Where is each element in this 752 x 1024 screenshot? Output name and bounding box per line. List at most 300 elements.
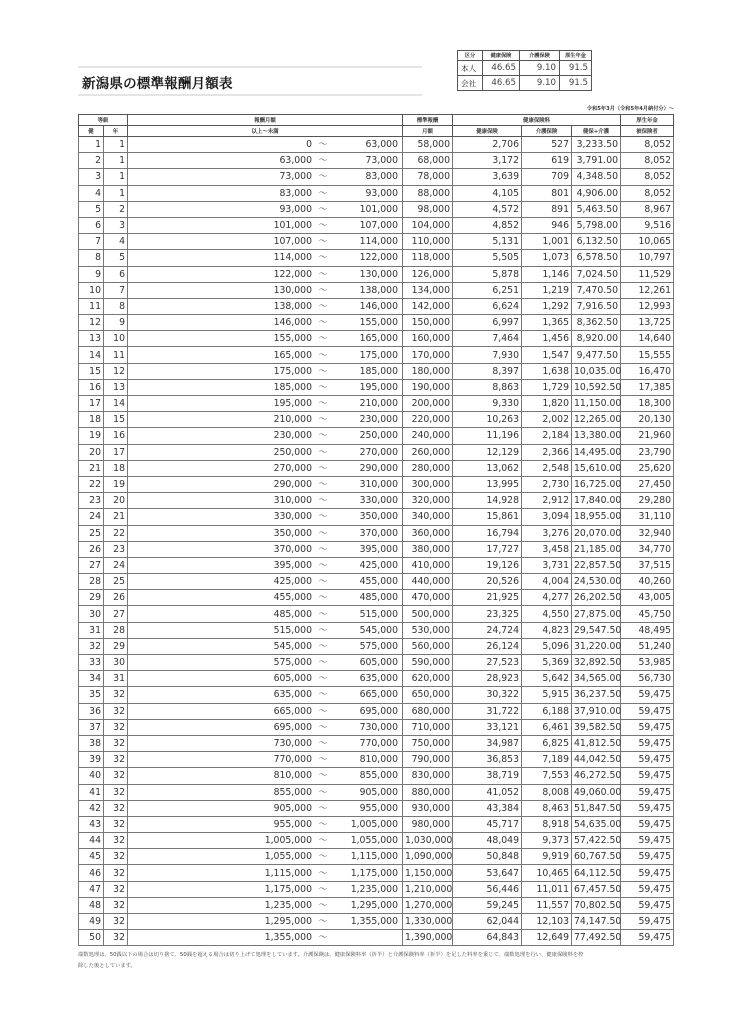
range-upper: 130,000 bbox=[359, 268, 399, 280]
cell-health-plus-care: 5,463.50 bbox=[572, 201, 621, 217]
cell-pension-insured: 45,750 bbox=[621, 606, 674, 622]
cell-range bbox=[128, 428, 403, 444]
cell-grade-health: 30 bbox=[79, 606, 104, 622]
table-row bbox=[79, 735, 674, 751]
range-lower: 425,000 bbox=[273, 576, 313, 588]
cell-grade-health: 10 bbox=[79, 282, 104, 298]
cell-grade-health: 23 bbox=[79, 493, 104, 509]
range-lower: 114,000 bbox=[273, 252, 313, 264]
range-upper: 1,175,000 bbox=[350, 867, 399, 879]
range-wrapper bbox=[130, 720, 400, 735]
cell-health-premium: 24,724 bbox=[453, 622, 522, 638]
rates-row-employee bbox=[458, 61, 592, 76]
cell-care-premium: 801 bbox=[522, 185, 572, 201]
cell-grade-pension: 10 bbox=[104, 331, 128, 347]
cell-standard-monthly: 380,000 bbox=[403, 541, 453, 557]
cell-pension-insured: 59,475 bbox=[621, 719, 674, 735]
cell-health-plus-care: 20,070.00 bbox=[572, 525, 621, 541]
cell-grade-health: 27 bbox=[79, 557, 104, 573]
range-upper: 1,355,000 bbox=[350, 916, 399, 928]
range-wrapper bbox=[130, 250, 400, 265]
footnote-line-1: 端数処理は、50銭以下の場合は切り捨て、50銭を超える場合は切り上げて処理をしています。介護保険は、健康保険料率（折半）と介護保険料率（折半）を足した料率を乗じて、端数処理を行い、健康保険料を控 bbox=[78, 952, 584, 958]
cell-care-premium: 1,073 bbox=[522, 250, 572, 266]
cell-grade-pension: 1 bbox=[104, 137, 128, 153]
cell-standard-monthly: 98,000 bbox=[403, 201, 453, 217]
range-wrapper bbox=[130, 364, 400, 379]
cell-care-premium: 9,373 bbox=[522, 833, 572, 849]
cell-grade-health: 28 bbox=[79, 574, 104, 590]
cell-pension-insured: 31,110 bbox=[621, 509, 674, 525]
cell-standard-monthly: 1,030,000 bbox=[403, 833, 453, 849]
range-lower: 0 bbox=[306, 139, 313, 151]
cell-health-plus-care: 60,767.50 bbox=[572, 849, 621, 865]
range-tilde: ～ bbox=[318, 835, 328, 847]
range-lower: 515,000 bbox=[273, 624, 313, 636]
cell-grade-health: 42 bbox=[79, 800, 104, 816]
cell-health-premium: 11,196 bbox=[453, 428, 522, 444]
cell-health-premium: 5,505 bbox=[453, 250, 522, 266]
cell-grade-health: 6 bbox=[79, 217, 104, 233]
cell-pension-insured: 12,993 bbox=[621, 298, 674, 314]
cell-pension-insured: 18,300 bbox=[621, 396, 674, 412]
cell-range bbox=[128, 800, 403, 816]
cell-pension-insured: 59,475 bbox=[621, 881, 674, 897]
cell-grade-health: 43 bbox=[79, 816, 104, 832]
cell-grade-pension: 9 bbox=[104, 315, 128, 331]
cell-health-premium: 2,706 bbox=[453, 137, 522, 153]
cell-grade-health: 5 bbox=[79, 201, 104, 217]
cell-range bbox=[128, 266, 403, 282]
range-tilde: ～ bbox=[318, 414, 328, 426]
table-row bbox=[79, 703, 674, 719]
table-row bbox=[79, 137, 674, 153]
range-lower: 122,000 bbox=[273, 268, 313, 280]
cell-health-plus-care: 6,132.50 bbox=[572, 234, 621, 250]
range-wrapper bbox=[130, 380, 400, 395]
range-wrapper bbox=[130, 202, 400, 217]
cell-care-premium: 2,002 bbox=[522, 412, 572, 428]
cell-care-premium: 2,730 bbox=[522, 476, 572, 492]
cell-health-premium: 16,794 bbox=[453, 525, 522, 541]
cell-health-plus-care: 17,840.00 bbox=[572, 493, 621, 509]
range-upper: 370,000 bbox=[359, 527, 399, 539]
range-tilde: ～ bbox=[318, 430, 328, 442]
cell-grade-pension: 1 bbox=[104, 169, 128, 185]
range-wrapper bbox=[130, 396, 400, 411]
cell-grade-pension: 32 bbox=[104, 752, 128, 768]
cell-range bbox=[128, 557, 403, 573]
cell-grade-pension: 32 bbox=[104, 914, 128, 930]
table-row bbox=[79, 315, 674, 331]
range-tilde: ～ bbox=[318, 851, 328, 863]
range-lower: 575,000 bbox=[273, 657, 313, 669]
range-upper: 330,000 bbox=[359, 495, 399, 507]
cell-grade-pension: 25 bbox=[104, 574, 128, 590]
cell-grade-health: 39 bbox=[79, 752, 104, 768]
cell-health-premium: 19,126 bbox=[453, 557, 522, 573]
cell-pension-insured: 8,052 bbox=[621, 153, 674, 169]
table-row bbox=[79, 590, 674, 606]
cell-pension-insured: 53,985 bbox=[621, 655, 674, 671]
cell-grade-pension: 6 bbox=[104, 266, 128, 282]
table-row bbox=[79, 396, 674, 412]
range-wrapper bbox=[130, 186, 400, 201]
cell-health-premium: 6,997 bbox=[453, 315, 522, 331]
cell-health-plus-care: 39,582.50 bbox=[572, 719, 621, 735]
cell-standard-monthly: 142,000 bbox=[403, 298, 453, 314]
range-tilde: ～ bbox=[318, 673, 328, 685]
range-tilde: ～ bbox=[318, 932, 328, 944]
cell-health-plus-care: 7,470.50 bbox=[572, 282, 621, 298]
cell-grade-health: 38 bbox=[79, 735, 104, 751]
header-health: 健康保険 bbox=[453, 126, 522, 137]
header-row-1 bbox=[79, 115, 674, 126]
cell-care-premium: 1,547 bbox=[522, 347, 572, 363]
range-wrapper bbox=[130, 704, 400, 719]
cell-pension-insured: 59,475 bbox=[621, 800, 674, 816]
cell-care-premium: 11,011 bbox=[522, 881, 572, 897]
range-upper: 122,000 bbox=[359, 252, 399, 264]
range-lower: 1,235,000 bbox=[264, 899, 313, 911]
cell-grade-pension: 5 bbox=[104, 250, 128, 266]
cell-range bbox=[128, 169, 403, 185]
cell-range bbox=[128, 881, 403, 897]
cell-range bbox=[128, 687, 403, 703]
table-row bbox=[79, 557, 674, 573]
range-lower: 290,000 bbox=[273, 479, 313, 491]
cell-grade-pension: 19 bbox=[104, 476, 128, 492]
range-upper: 605,000 bbox=[359, 657, 399, 669]
cell-standard-monthly: 530,000 bbox=[403, 622, 453, 638]
cell-grade-pension: 15 bbox=[104, 412, 128, 428]
cell-range bbox=[128, 606, 403, 622]
range-tilde: ～ bbox=[318, 479, 328, 491]
range-upper: 665,000 bbox=[359, 689, 399, 701]
cell-care-premium: 946 bbox=[522, 217, 572, 233]
range-upper: 185,000 bbox=[359, 365, 399, 377]
cell-standard-monthly: 78,000 bbox=[403, 169, 453, 185]
table-row bbox=[79, 347, 674, 363]
header-monthly: 月額 bbox=[403, 126, 453, 137]
range-tilde: ～ bbox=[318, 171, 328, 183]
cell-health-plus-care: 67,457.50 bbox=[572, 881, 621, 897]
range-lower: 1,055,000 bbox=[264, 851, 313, 863]
cell-care-premium: 4,277 bbox=[522, 590, 572, 606]
cell-standard-monthly: 710,000 bbox=[403, 719, 453, 735]
cell-standard-monthly: 300,000 bbox=[403, 476, 453, 492]
range-lower: 855,000 bbox=[273, 786, 313, 798]
cell-care-premium: 6,188 bbox=[522, 703, 572, 719]
cell-health-premium: 9,330 bbox=[453, 396, 522, 412]
table-row bbox=[79, 412, 674, 428]
cell-pension-insured: 34,770 bbox=[621, 541, 674, 557]
rates-care-value: 9.10 bbox=[520, 76, 560, 91]
table-row bbox=[79, 234, 674, 250]
cell-care-premium: 5,915 bbox=[522, 687, 572, 703]
range-wrapper bbox=[130, 445, 400, 460]
cell-grade-pension: 12 bbox=[104, 363, 128, 379]
table-row bbox=[79, 719, 674, 735]
range-upper: 195,000 bbox=[359, 381, 399, 393]
cell-health-plus-care: 16,725.00 bbox=[572, 476, 621, 492]
cell-standard-monthly: 650,000 bbox=[403, 687, 453, 703]
cell-health-premium: 21,925 bbox=[453, 590, 522, 606]
cell-pension-insured: 29,280 bbox=[621, 493, 674, 509]
range-upper: 83,000 bbox=[365, 171, 399, 183]
cell-grade-pension: 32 bbox=[104, 833, 128, 849]
table-row bbox=[79, 460, 674, 476]
range-upper: 1,295,000 bbox=[350, 899, 399, 911]
cell-pension-insured: 37,515 bbox=[621, 557, 674, 573]
header-grade-health: 健 bbox=[79, 126, 104, 137]
range-upper: 455,000 bbox=[359, 576, 399, 588]
cell-care-premium: 709 bbox=[522, 169, 572, 185]
cell-range bbox=[128, 622, 403, 638]
cell-grade-health: 26 bbox=[79, 541, 104, 557]
table-row bbox=[79, 671, 674, 687]
cell-pension-insured: 40,260 bbox=[621, 574, 674, 590]
cell-health-premium: 33,121 bbox=[453, 719, 522, 735]
cell-grade-health: 32 bbox=[79, 638, 104, 654]
range-lower: 310,000 bbox=[273, 495, 313, 507]
cell-grade-health: 41 bbox=[79, 784, 104, 800]
cell-health-premium: 38,719 bbox=[453, 768, 522, 784]
cell-range bbox=[128, 298, 403, 314]
range-lower: 270,000 bbox=[273, 462, 313, 474]
cell-standard-monthly: 590,000 bbox=[403, 655, 453, 671]
cell-health-plus-care: 10,592.50 bbox=[572, 379, 621, 395]
range-lower: 146,000 bbox=[273, 317, 313, 329]
cell-grade-health: 16 bbox=[79, 379, 104, 395]
cell-grade-health: 22 bbox=[79, 476, 104, 492]
range-upper: 635,000 bbox=[359, 673, 399, 685]
cell-range bbox=[128, 752, 403, 768]
range-wrapper bbox=[130, 590, 400, 605]
cell-grade-health: 3 bbox=[79, 169, 104, 185]
cell-range bbox=[128, 930, 403, 946]
range-tilde: ～ bbox=[318, 867, 328, 879]
table-row bbox=[79, 541, 674, 557]
range-upper: 425,000 bbox=[359, 559, 399, 571]
cell-range bbox=[128, 137, 403, 153]
cell-health-plus-care: 41,812.50 bbox=[572, 735, 621, 751]
cell-range bbox=[128, 201, 403, 217]
cell-grade-health: 7 bbox=[79, 234, 104, 250]
cell-pension-insured: 59,475 bbox=[621, 768, 674, 784]
cell-care-premium: 5,096 bbox=[522, 638, 572, 654]
table-row bbox=[79, 379, 674, 395]
table-row bbox=[79, 768, 674, 784]
cell-grade-pension: 18 bbox=[104, 460, 128, 476]
cell-health-premium: 4,572 bbox=[453, 201, 522, 217]
range-upper: 855,000 bbox=[359, 770, 399, 782]
range-upper: 250,000 bbox=[359, 430, 399, 442]
cell-pension-insured: 9,516 bbox=[621, 217, 674, 233]
cell-grade-health: 29 bbox=[79, 590, 104, 606]
cell-grade-pension: 32 bbox=[104, 930, 128, 946]
cell-range bbox=[128, 217, 403, 233]
rates-table bbox=[457, 50, 592, 91]
range-upper: 1,055,000 bbox=[350, 835, 399, 847]
range-lower: 138,000 bbox=[273, 300, 313, 312]
cell-grade-health: 19 bbox=[79, 428, 104, 444]
range-upper: 165,000 bbox=[359, 333, 399, 345]
cell-health-premium: 31,722 bbox=[453, 703, 522, 719]
rates-header-pension: 厚生年金 bbox=[560, 51, 592, 61]
cell-health-premium: 5,878 bbox=[453, 266, 522, 282]
table-row bbox=[79, 298, 674, 314]
range-upper: 1,235,000 bbox=[350, 883, 399, 895]
table-row bbox=[79, 331, 674, 347]
cell-grade-health: 40 bbox=[79, 768, 104, 784]
cell-pension-insured: 10,797 bbox=[621, 250, 674, 266]
cell-grade-health: 11 bbox=[79, 298, 104, 314]
header-row-2 bbox=[79, 126, 674, 137]
cell-care-premium: 6,461 bbox=[522, 719, 572, 735]
cell-care-premium: 4,550 bbox=[522, 606, 572, 622]
cell-standard-monthly: 190,000 bbox=[403, 379, 453, 395]
range-upper: 310,000 bbox=[359, 479, 399, 491]
range-wrapper bbox=[130, 607, 400, 622]
cell-health-plus-care: 9,477.50 bbox=[572, 347, 621, 363]
cell-standard-monthly: 220,000 bbox=[403, 412, 453, 428]
cell-grade-health: 35 bbox=[79, 687, 104, 703]
range-tilde: ～ bbox=[318, 462, 328, 474]
rates-header-health: 健康保険 bbox=[483, 51, 520, 61]
range-lower: 330,000 bbox=[273, 511, 313, 523]
range-upper: 1,115,000 bbox=[350, 851, 399, 863]
cell-pension-insured: 25,620 bbox=[621, 460, 674, 476]
cell-health-premium: 4,852 bbox=[453, 217, 522, 233]
range-lower: 1,005,000 bbox=[264, 835, 313, 847]
rates-row-label: 会社 bbox=[458, 76, 483, 91]
cell-grade-pension: 32 bbox=[104, 816, 128, 832]
table-row bbox=[79, 509, 674, 525]
range-tilde: ～ bbox=[318, 608, 328, 620]
range-wrapper bbox=[130, 655, 400, 670]
cell-grade-pension: 29 bbox=[104, 638, 128, 654]
cell-health-plus-care: 13,380.00 bbox=[572, 428, 621, 444]
cell-grade-pension: 23 bbox=[104, 541, 128, 557]
table-row bbox=[79, 574, 674, 590]
cell-health-plus-care: 26,202.50 bbox=[572, 590, 621, 606]
cell-grade-health: 1 bbox=[79, 137, 104, 153]
range-lower: 83,000 bbox=[279, 187, 313, 199]
header-salary-range: 報酬月額 bbox=[128, 115, 403, 126]
table-row bbox=[79, 784, 674, 800]
table-row bbox=[79, 606, 674, 622]
range-upper: 63,000 bbox=[365, 139, 399, 151]
cell-grade-health: 15 bbox=[79, 363, 104, 379]
cell-pension-insured: 59,475 bbox=[621, 865, 674, 881]
cell-care-premium: 8,918 bbox=[522, 816, 572, 832]
cell-grade-health: 20 bbox=[79, 444, 104, 460]
range-upper: 155,000 bbox=[359, 317, 399, 329]
range-upper: 230,000 bbox=[359, 414, 399, 426]
range-lower: 130,000 bbox=[273, 284, 313, 296]
cell-standard-monthly: 620,000 bbox=[403, 671, 453, 687]
table-row bbox=[79, 185, 674, 201]
cell-range bbox=[128, 914, 403, 930]
cell-care-premium: 1,365 bbox=[522, 315, 572, 331]
table-body bbox=[79, 137, 674, 946]
table-row bbox=[79, 800, 674, 816]
cell-grade-pension: 20 bbox=[104, 493, 128, 509]
cell-grade-health: 47 bbox=[79, 881, 104, 897]
cell-care-premium: 3,731 bbox=[522, 557, 572, 573]
range-tilde: ～ bbox=[318, 220, 328, 232]
cell-range bbox=[128, 396, 403, 412]
cell-care-premium: 527 bbox=[522, 137, 572, 153]
cell-grade-pension: 11 bbox=[104, 347, 128, 363]
range-tilde: ～ bbox=[318, 689, 328, 701]
cell-range bbox=[128, 363, 403, 379]
cell-grade-pension: 16 bbox=[104, 428, 128, 444]
cell-grade-pension: 32 bbox=[104, 865, 128, 881]
range-wrapper bbox=[130, 866, 400, 881]
range-wrapper bbox=[130, 461, 400, 476]
range-wrapper bbox=[130, 477, 400, 492]
cell-grade-health: 12 bbox=[79, 315, 104, 331]
cell-pension-insured: 48,495 bbox=[621, 622, 674, 638]
cell-standard-monthly: 560,000 bbox=[403, 638, 453, 654]
cell-range bbox=[128, 655, 403, 671]
range-lower: 1,295,000 bbox=[264, 916, 313, 928]
cell-grade-health: 48 bbox=[79, 897, 104, 913]
range-lower: 695,000 bbox=[273, 721, 313, 733]
cell-pension-insured: 8,052 bbox=[621, 137, 674, 153]
header-standard: 標準報酬 bbox=[403, 115, 453, 126]
cell-standard-monthly: 830,000 bbox=[403, 768, 453, 784]
table-row bbox=[79, 363, 674, 379]
range-wrapper bbox=[130, 882, 400, 897]
cell-care-premium: 3,276 bbox=[522, 525, 572, 541]
cell-health-premium: 6,624 bbox=[453, 298, 522, 314]
cell-pension-insured: 21,960 bbox=[621, 428, 674, 444]
range-tilde: ～ bbox=[318, 349, 328, 361]
cell-care-premium: 10,465 bbox=[522, 865, 572, 881]
cell-health-plus-care: 5,798.00 bbox=[572, 217, 621, 233]
cell-pension-insured: 17,385 bbox=[621, 379, 674, 395]
cell-health-premium: 45,717 bbox=[453, 816, 522, 832]
cell-grade-pension: 30 bbox=[104, 655, 128, 671]
cell-standard-monthly: 104,000 bbox=[403, 217, 453, 233]
cell-grade-pension: 32 bbox=[104, 719, 128, 735]
cell-health-plus-care: 24,530.00 bbox=[572, 574, 621, 590]
cell-pension-insured: 51,240 bbox=[621, 638, 674, 654]
page-title: 新潟県の標準報酬月額表 bbox=[82, 76, 233, 92]
cell-grade-health: 18 bbox=[79, 412, 104, 428]
cell-pension-insured: 59,475 bbox=[621, 687, 674, 703]
cell-care-premium: 2,184 bbox=[522, 428, 572, 444]
table-row bbox=[79, 266, 674, 282]
cell-health-plus-care: 49,060.00 bbox=[572, 784, 621, 800]
cell-grade-health: 9 bbox=[79, 266, 104, 282]
cell-health-premium: 15,861 bbox=[453, 509, 522, 525]
range-lower: 175,000 bbox=[273, 365, 313, 377]
cell-pension-insured: 59,475 bbox=[621, 930, 674, 946]
header-care: 介護保険 bbox=[522, 126, 572, 137]
table-row bbox=[79, 428, 674, 444]
cell-range bbox=[128, 185, 403, 201]
range-wrapper bbox=[130, 493, 400, 508]
cell-health-premium: 17,727 bbox=[453, 541, 522, 557]
table-row bbox=[79, 525, 674, 541]
rates-header-care: 介護保険 bbox=[520, 51, 560, 61]
range-upper: 350,000 bbox=[359, 511, 399, 523]
cell-health-plus-care: 10,035.00 bbox=[572, 363, 621, 379]
cell-health-plus-care: 70,802.50 bbox=[572, 897, 621, 913]
